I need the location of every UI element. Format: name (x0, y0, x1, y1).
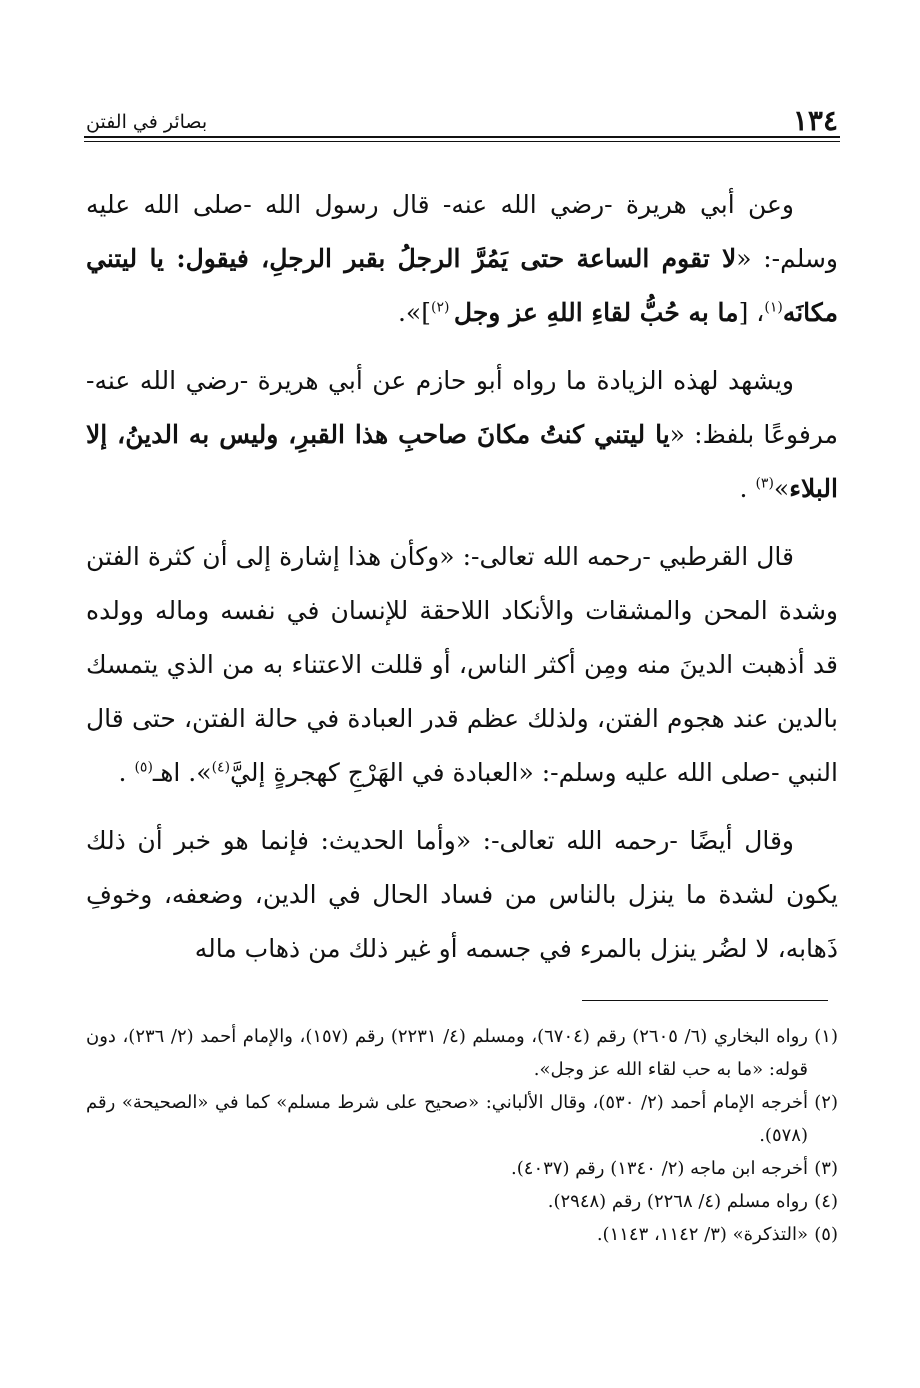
footnote-text: رواه مسلم (٤/ ٢٢٦٨) رقم (٢٩٤٨). (547, 1191, 808, 1212)
footnote-number: (٣) (814, 1158, 838, 1179)
footnote-number: (٤) (814, 1191, 838, 1212)
footnote-number: (٢) (814, 1092, 838, 1113)
footnote (86, 1185, 838, 1218)
footnote-text: «التذكرة» (٣/ ١١٤٢، ١١٤٣). (596, 1224, 808, 1245)
footnote-separator (582, 1000, 828, 1001)
footnote-number: (٥) (814, 1224, 838, 1245)
body-text: قال القرطبي -رحمه الله تعالى-: «وكأن هذا إشارة إلى أن كثرة الفتن وشدة المحن والمشقات والأنكاد اللاحقة للإنسان في نفسه وماله وولده قد أذهبت الدينَ منه ومِن أكثر الناس، أو قللت الاعتناء به من الذي يتمسك بالدين عند هجوم الفتن، ولذلك عظم قدر العبادة في حالة الفتن، حتى قال النبي -صلى الله عليه وسلم-: «العبادة في الهَرْجِ كهجرةٍ إليَّ (86, 542, 838, 787)
hadith-text: ما به حُبُّ لقاءِ اللهِ عز وجل (453, 298, 739, 327)
body-text: ». اهـ (152, 758, 212, 787)
hadith-text: لا تقوم الساعة حتى يَمُرَّ الرجلُ بقبر الرجلِ، فيقول: يا ليتني مكانَه (86, 244, 838, 327)
body-text: . (739, 474, 756, 503)
header-rule-thin (84, 141, 840, 142)
footnote-text: أخرجه ابن ماجه (٢/ ١٣٤٠) رقم (٤٠٣٧). (511, 1158, 808, 1179)
footnote-marker: (٣) (755, 475, 774, 492)
footnote (86, 1152, 838, 1185)
header-rule (84, 136, 840, 138)
footnote (86, 1020, 838, 1086)
footnote-marker: (١) (764, 299, 783, 316)
body-text: وعن أبي هريرة -رضي الله عنه- قال رسول الله -صلى الله عليه وسلم-: « (86, 190, 838, 273)
hadith-text: يا ليتني كنتُ مكانَ صاحبِ هذا القبرِ، وليس به الدينُ، إلا البلاء (86, 420, 838, 503)
body-text: ويشهد لهذه الزيادة ما رواه أبو حازم عن أبي هريرة -رضي الله عنه- مرفوعًا بلفظ: « (86, 366, 838, 449)
body-text: » (773, 474, 790, 503)
body-text: وقال أيضًا -رحمه الله تعالى-: «وأما الحديث: فإنما هو خبر أن ذلك يكون لشدة ما ينزل بالناس من فساد الحال في الدين، وضعفه، وخوفِ ذَهابه، لا لضُر ينزل بالمرء في جسمه أو غير ذلك من ذهاب ماله (86, 826, 838, 963)
footnote-marker: (٥) (134, 759, 153, 776)
footnote (86, 1218, 838, 1251)
footnote-number: (١) (814, 1026, 838, 1047)
body-text: ، [ (738, 298, 765, 327)
paragraph (86, 354, 838, 516)
footnotes (86, 1020, 838, 1251)
footnote-marker: (٤) (211, 759, 231, 776)
paragraph (86, 814, 838, 976)
page-header (86, 92, 838, 136)
body-text: . (118, 758, 135, 787)
paragraph (86, 530, 838, 800)
running-title: بصائر في الفتن (86, 111, 208, 133)
paragraph (86, 178, 838, 340)
page-number: ١٣٤ (792, 104, 838, 137)
footnote-text: رواه البخاري (٦/ ٢٦٠٥) رقم (٦٧٠٤)، ومسلم (٤/ ٢٢٣١) رقم (١٥٧)، والإمام أحمد (٢/ ٢٣٦)، دون قوله: «ما به حب لقاء الله عز وجل». (86, 1026, 808, 1080)
body-text: ]». (397, 298, 431, 327)
footnote-marker: (٢) (430, 299, 454, 316)
main-text (86, 178, 838, 990)
footnote-text: أخرجه الإمام أحمد (٢/ ٥٣٠)، وقال الألباني: «صحيح على شرط مسلم» كما في «الصحيحة» رقم (٥٧٨). (86, 1092, 808, 1146)
footnote (86, 1086, 838, 1152)
